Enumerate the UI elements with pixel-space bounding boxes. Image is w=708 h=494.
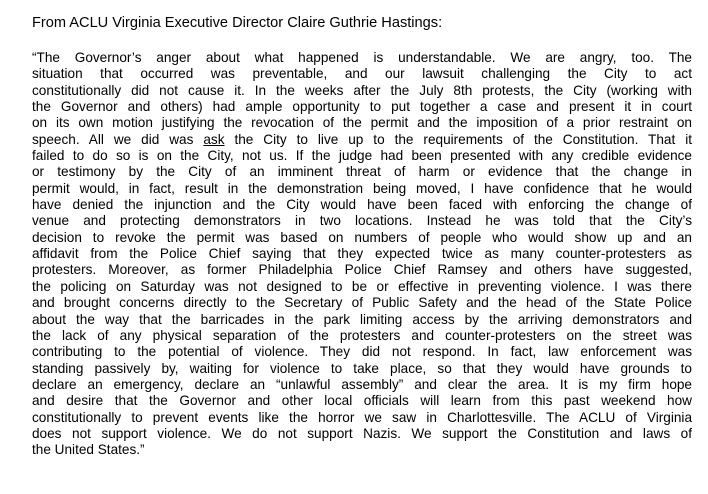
body-line-24: does not support violence. We do not support Nazis. We support the Constitution and laws of xyxy=(32,425,692,441)
body-line-15: the policing on Saturday was not designed to be or effective in preventing violence. I was there xyxy=(32,278,692,294)
body-line-6 xyxy=(32,132,692,148)
body-line-6-after: the City to live up to the requirements of the Constitution. That it xyxy=(224,131,692,147)
body-line-22: and desire that the Governor and other local officials will learn from this past weekend how xyxy=(32,393,692,409)
body-line-12: decision to revoke the permit was based on numbers of people who would show up and an xyxy=(32,229,692,245)
body-line-11: venue and protecting demonstrators in two locations. Instead he was told that the City’s xyxy=(32,213,692,229)
body-line-5: on its own motion justifying the revocation of the permit and the imposition of a prior restraint on xyxy=(32,115,692,131)
body-line-25: the United States.” xyxy=(32,442,145,458)
body-line-21: declare an emergency, declare an “unlawful assembly” and clear the area. It is my firm hope xyxy=(32,376,692,392)
body-line-18: the lack of any physical separation of the protesters and counter-protesters on the street was xyxy=(32,327,692,343)
body-line-7: failed to do so is on the City, not us. If the judge had been presented with any credible evidence xyxy=(32,148,692,164)
body-line-2: situation that occurred was preventable, and our lawsuit challenging the City to act xyxy=(32,66,692,82)
statement-document xyxy=(32,14,692,459)
body-line-20: standing passively by, waiting for violence to take place, so that they would have grounds to xyxy=(32,360,692,376)
body-line-8: or testimony by the City of an imminent threat of harm or evidence that the change in xyxy=(32,164,692,180)
body-line-10: have denied the injunction and the City would have been faced with enforcing the change of xyxy=(32,197,692,213)
body-line-23: constitutionally to prevent events like the horror we saw in Charlottesville. The ACLU of Virginia xyxy=(32,409,692,425)
body-line-3: constitutionally did not cause it. In the weeks after the July 8th protests, the City (working with xyxy=(32,82,692,98)
body-line-14: protesters. Moreover, as former Philadelphia Police Chief Ramsey and others have suggested, xyxy=(32,262,692,278)
body-line-4: the Governor and others) had ample opportunity to put together a case and present it in court xyxy=(32,99,692,115)
body-line-17: about the way that the barricades in the park limiting access by the arriving demonstrators and xyxy=(32,311,692,327)
body-line-13: affidavit from the Police Chief saying that they expected twice as many counter-protesters as xyxy=(32,246,692,262)
body-line-6-before: speech. All we did was xyxy=(32,131,204,147)
underlined-word-ask: ask xyxy=(203,131,225,147)
body-line-19: contributing to the potential of violence. They did not respond. In fact, law enforcement was xyxy=(32,344,692,360)
statement-heading: From ACLU Virginia Executive Director Claire Guthrie Hastings: xyxy=(32,15,443,31)
body-line-1: “The Governor’s anger about what happened is understandable. We are angry, too. The xyxy=(32,50,692,65)
body-line-16: and brought concerns directly to the Secretary of Public Safety and the head of the State Police xyxy=(32,295,692,311)
statement-body xyxy=(32,50,692,459)
body-line-9: permit would, in fact, result in the demonstration being moved, I have confidence that he would xyxy=(32,180,692,196)
